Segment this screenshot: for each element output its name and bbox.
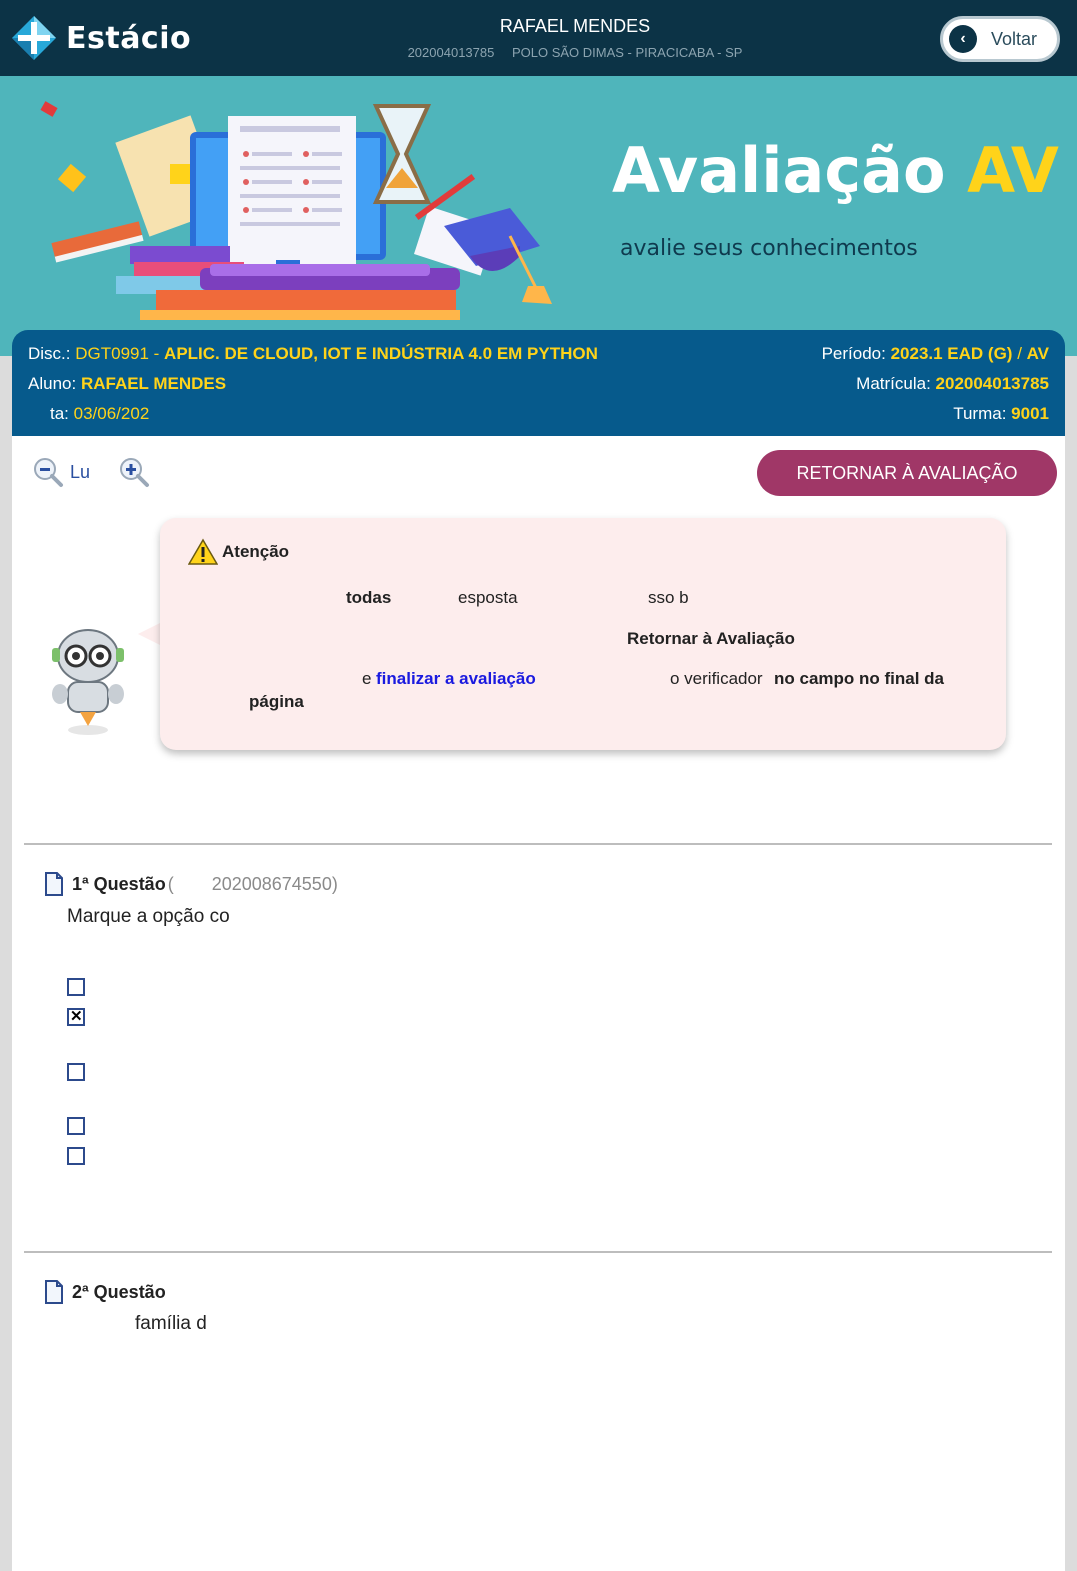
period-label: Período: [821, 344, 886, 363]
document-icon [44, 1280, 64, 1304]
study-illustration-icon [40, 96, 570, 336]
matricula-row [856, 374, 1049, 394]
matricula-value: 202004013785 [935, 374, 1049, 393]
attention-text-8: no campo no final da [774, 669, 945, 688]
back-button-label: Voltar [991, 28, 1038, 49]
question-1-option-a-checkbox[interactable] [67, 978, 85, 996]
robot-mascot-icon [48, 626, 128, 736]
question-2-text: família d [135, 1313, 207, 1334]
banner [0, 76, 1077, 356]
date-row [50, 404, 149, 424]
question-divider [24, 1251, 1052, 1253]
document-icon [44, 872, 64, 896]
user-polo: POLO SÃO DIMAS - PIRACICABA - SP [511, 45, 743, 60]
banner-title-main: Avaliação [612, 134, 946, 207]
discipline-sep: - [148, 344, 165, 363]
attention-text-9: página [249, 692, 304, 711]
attention-header [188, 538, 289, 566]
question-1-text: Marque a opção co [67, 906, 230, 927]
question-2-number: 2ª Questão [72, 1281, 166, 1302]
back-button[interactable] [940, 16, 1060, 62]
attention-title: Atenção [222, 542, 290, 561]
question-1-option-c-checkbox[interactable] [67, 1063, 85, 1081]
exam-info-panel [12, 330, 1065, 436]
attention-notice [160, 518, 1006, 750]
class-label: Turma: [953, 404, 1007, 423]
finalize-evaluation-link[interactable]: finalizar a avaliação [376, 669, 536, 688]
attention-text-1: todas [346, 588, 392, 607]
top-bar [0, 0, 1077, 76]
logo-mark-icon [10, 14, 58, 62]
attention-text-4: Retornar à Avaliação [627, 629, 795, 648]
class-row [953, 404, 1049, 424]
question-1-id-value: 202008674550) [211, 873, 338, 894]
chevron-left-icon: ‹ [949, 25, 977, 53]
user-details [400, 45, 750, 60]
user-matricula: 202004013785 [407, 45, 495, 60]
period-row [822, 344, 1049, 364]
estacio-logo[interactable] [10, 14, 191, 62]
question-1-option-e-checkbox[interactable] [67, 1147, 85, 1165]
question-2-header [44, 1280, 166, 1304]
logo-text: Estácio [66, 20, 192, 56]
date-value: 03/06/202 [73, 404, 150, 423]
question-1-id [168, 874, 338, 895]
question-1-option-d-checkbox[interactable] [67, 1117, 85, 1135]
user-info [400, 16, 750, 60]
banner-title-av: AV [967, 134, 1059, 207]
period-sep: / [1012, 344, 1027, 363]
discipline-name: APLIC. DE CLOUD, IOT E INDÚSTRIA 4.0 EM PYTHON [164, 344, 598, 363]
user-name: RAFAEL MENDES [499, 16, 651, 36]
discipline-label: Disc.: [28, 344, 71, 363]
exam-content [12, 436, 1065, 1571]
attention-text-2: esposta [458, 588, 518, 607]
banner-subtitle: avalie seus conhecimentos [620, 236, 918, 261]
zoom-out-icon[interactable] [32, 456, 64, 488]
discipline-row [28, 344, 598, 364]
zoom-in-icon[interactable] [118, 456, 150, 488]
attention-text-7: o verificador [670, 669, 763, 688]
zoom-out-control[interactable] [32, 456, 90, 488]
speech-tail [138, 622, 162, 646]
zoom-in-control[interactable] [118, 456, 150, 488]
student-row [28, 374, 226, 394]
banner-title [612, 134, 1059, 207]
student-name: RAFAEL MENDES [80, 374, 227, 393]
period-type: AV [1026, 344, 1049, 363]
question-1-number: 1ª Questão [72, 873, 166, 894]
student-label: Aluno: [28, 374, 77, 393]
return-to-evaluation-button[interactable]: RETORNAR À AVALIAÇÃO [757, 450, 1057, 496]
question-1-option-b-checkbox[interactable] [67, 1008, 85, 1026]
matricula-label: Matrícula: [856, 374, 931, 393]
question-1-id-prefix: ( [167, 873, 174, 894]
question-1-header [44, 872, 338, 896]
section-divider [24, 843, 1052, 845]
zoom-label: Lu [70, 461, 91, 482]
discipline-code: DGT0991 [75, 344, 149, 363]
attention-text-3: sso b [648, 588, 689, 607]
attention-text-5: e [362, 669, 372, 688]
class-value: 9001 [1011, 404, 1049, 423]
period-value: 2023.1 EAD (G) [890, 344, 1013, 363]
date-label: ta: [50, 404, 69, 423]
warning-icon [188, 538, 218, 566]
